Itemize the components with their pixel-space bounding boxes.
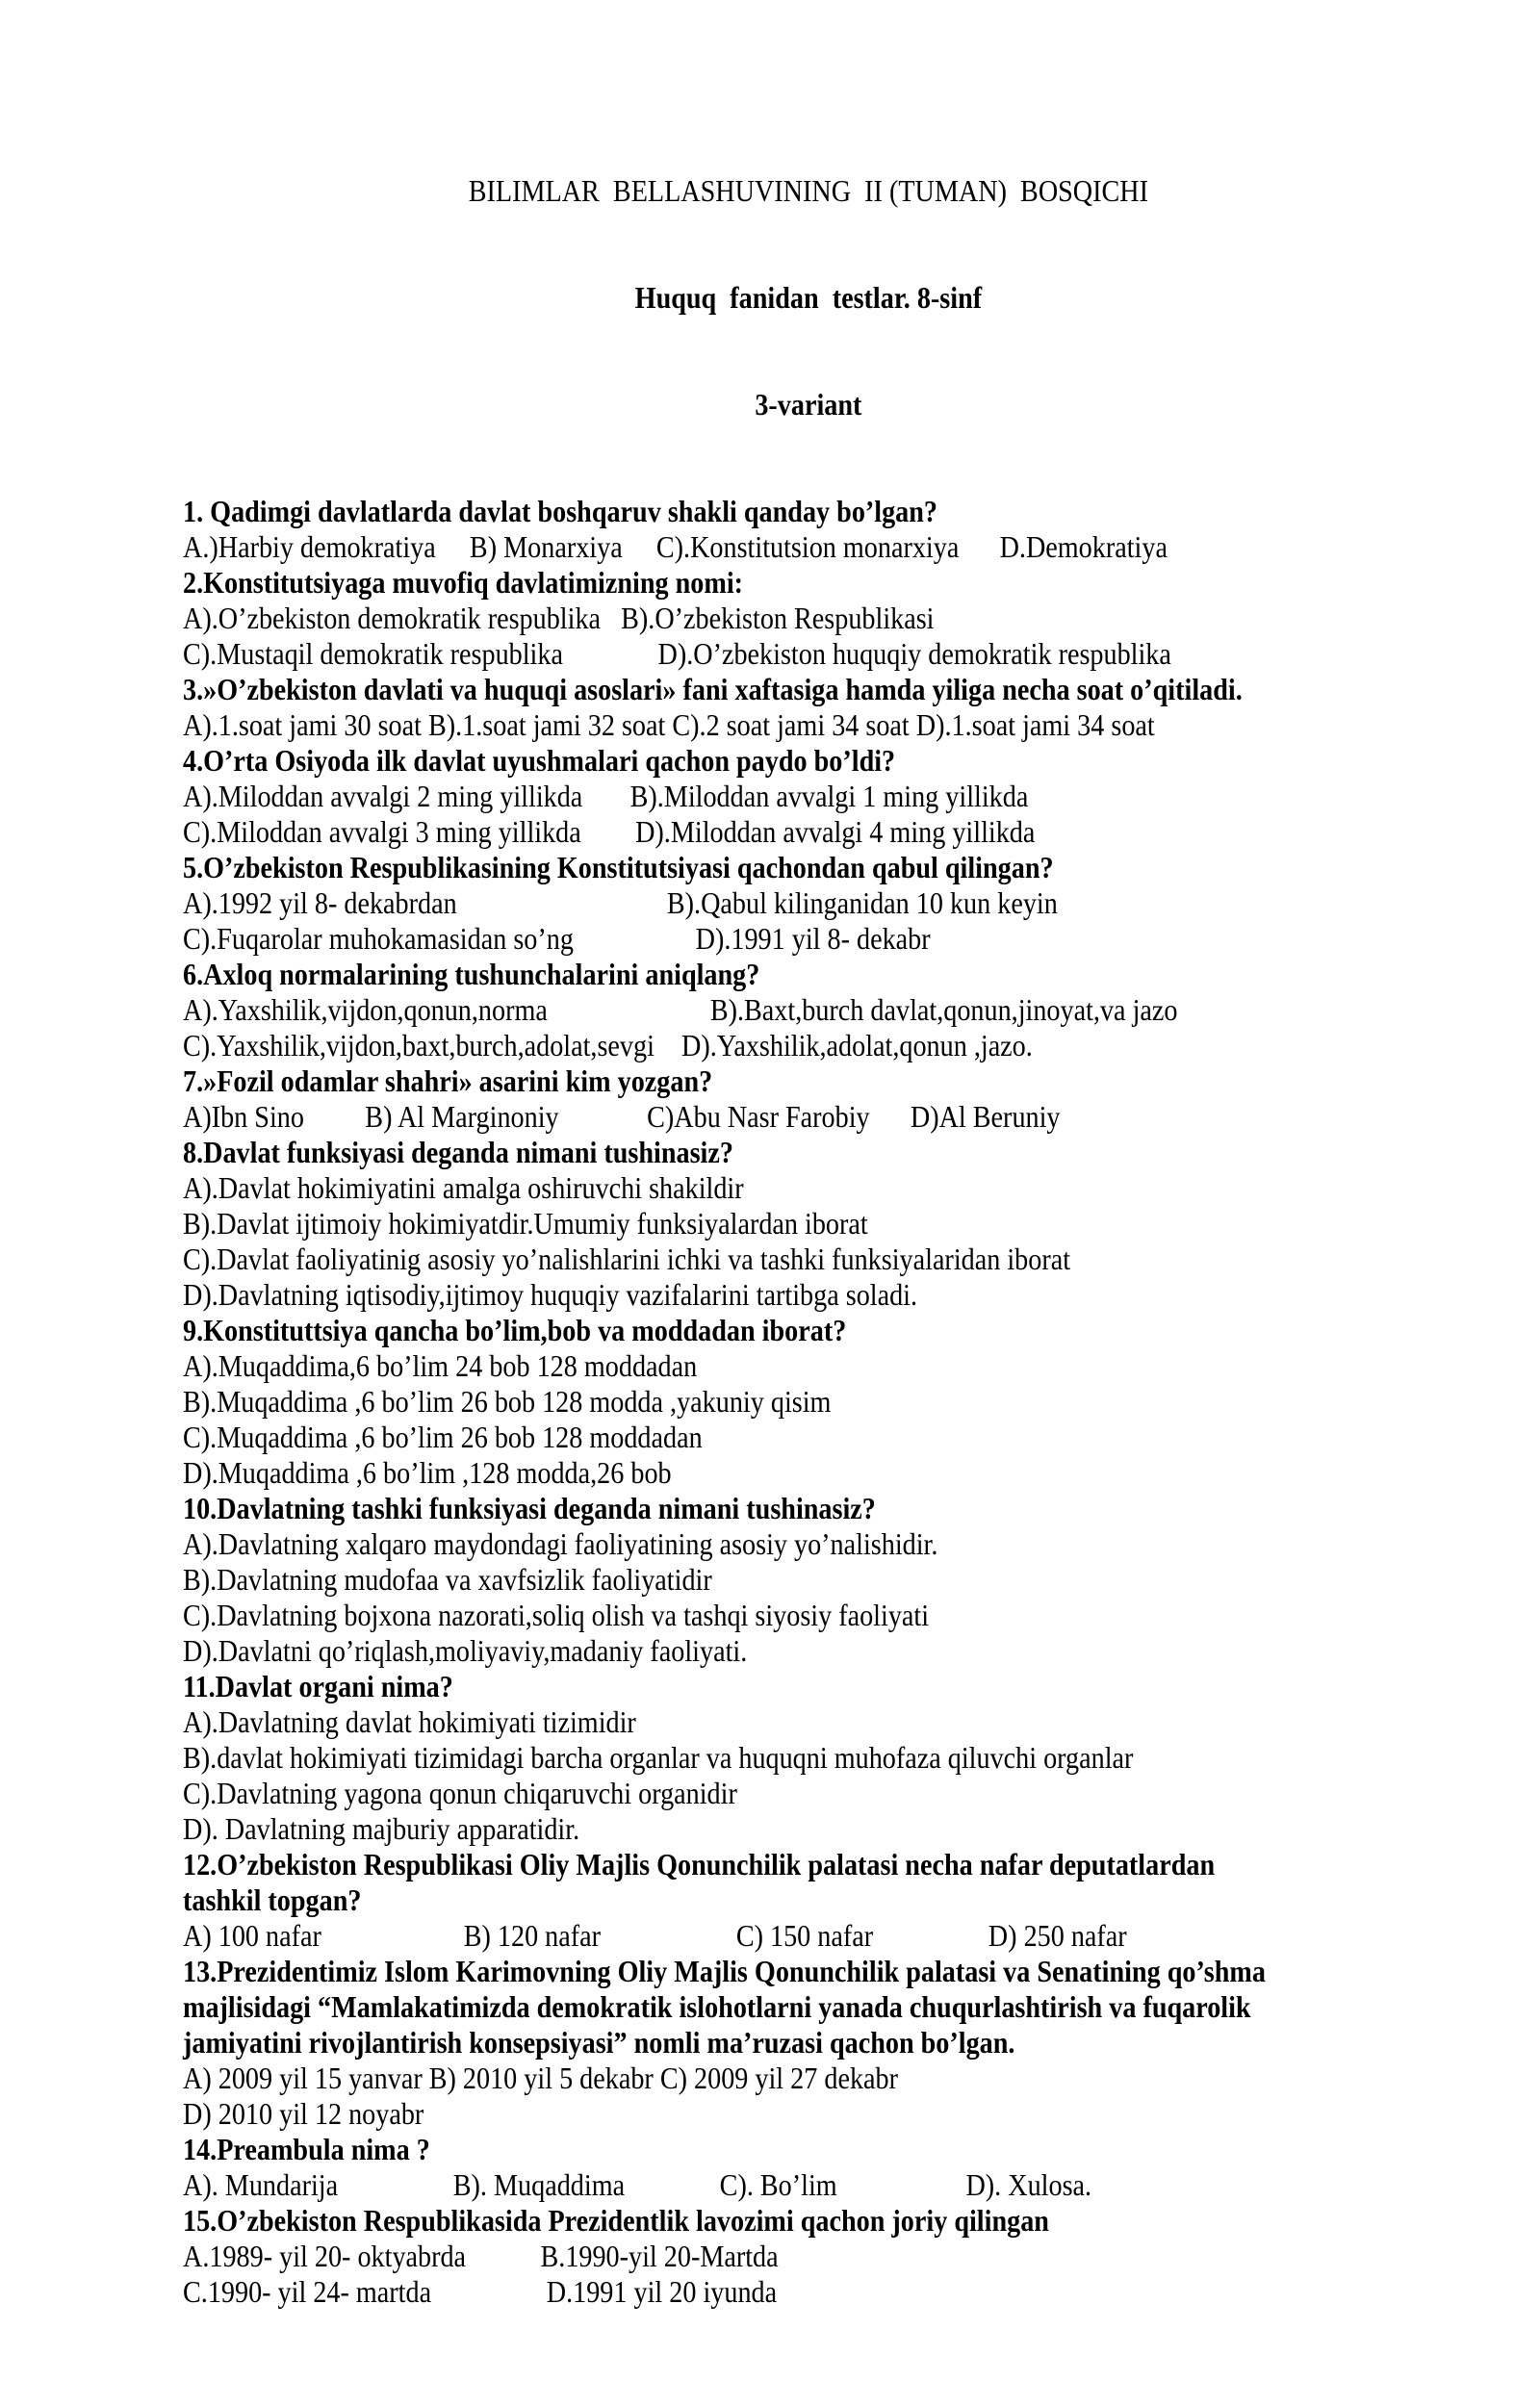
question-line: tashkil topgan? — [183, 1882, 362, 1917]
answer-options-line: C).Fuqarolar muhokamasidan so’ng D).1991 yil 8- dekabr — [183, 921, 931, 956]
question-line: 4.O’rta Osiyoda ilk davlat uyushmalari qachon paydo bo’ldi? — [183, 743, 896, 778]
answer-options-line: A) 100 nafar B) 120 nafar C) 150 nafar D) 250 nafar — [183, 1918, 1127, 1953]
answer-options-line: B).Muqaddima ,6 bo’lim 26 bob 128 modda ,yakuniy qisim — [183, 1384, 832, 1419]
answer-options-line: A).Miloddan avvalgi 2 ming yillikda B).Miloddan avvalgi 1 ming yillikda — [183, 779, 1029, 813]
question-line: 13.Prezidentimiz Islom Karimovning Oliy Majlis Qonunchilik palatasi va Senatining qo’shma — [183, 1954, 1266, 1988]
question-line: jamiyatini rivojlantirish konsepsiyasi” nomli ma’ruzasi qachon bo’lgan. — [183, 2025, 1015, 2060]
answer-options-line: C).Muqaddima ,6 bo’lim 26 bob 128 moddadan — [183, 1420, 703, 1454]
answer-options-line: C).Davlatning bojxona nazorati,soliq olish va tashqi siyosiy faoliyati — [183, 1598, 930, 1632]
question-line: 9.Konstituttsiya qancha bo’lim,bob va moddadan iborat? — [183, 1313, 847, 1347]
answer-options-line: C.1990- yil 24- martda D.1991 yil 20 iyunda — [183, 2274, 778, 2309]
document-title: BILIMLAR BELLASHUVINING II (TUMAN) BOSQICHI — [468, 173, 1149, 208]
answer-options-line: C).Davlat faoliyatinig asosiy yo’nalishlarini ichki va tashki funksiyalaridan iborat — [183, 1242, 1071, 1276]
answer-options-line: C).Miloddan avvalgi 3 ming yillikda D).Miloddan avvalgi 4 ming yillikda — [183, 814, 1036, 849]
question-line: 12.O’zbekiston Respublikasi Oliy Majlis Qonunchilik palatasi necha nafar deputatlardan — [183, 1847, 1216, 1882]
question-line: 5.O’zbekiston Respublikasining Konstitutsiyasi qachondan qabul qilingan? — [183, 850, 1054, 884]
answer-options-line: C).Davlatning yagona qonun chiqaruvchi organidir — [183, 1776, 737, 1810]
document-variant: 3-variant — [755, 387, 862, 422]
question-line: 10.Davlatning tashki funksiyasi deganda nimani tushinasiz? — [183, 1491, 876, 1525]
answer-options-line: D) 2010 yil 12 noyabr — [183, 2096, 424, 2131]
question-line: 11.Davlat organi nima? — [183, 1669, 453, 1703]
question-line: 15.O’zbekiston Respublikasida Prezidentlik lavozimi qachon joriy qilingan — [183, 2203, 1049, 2238]
question-line: 7.»Fozil odamlar shahri» asarini kim yozgan? — [183, 1063, 713, 1098]
question-line: 6.Axloq normalarining tushunchalarini aniqlang? — [183, 957, 760, 991]
answer-options-line: A.)Harbiy demokratiya B) Monarxiya C).Konstitutsion monarxiya D.Demokratiya — [183, 529, 1168, 564]
answer-options-line: A).Davlat hokimiyatini amalga oshiruvchi shakildir — [183, 1170, 744, 1205]
answer-options-line: D).Muqaddima ,6 bo’lim ,128 modda,26 bob — [183, 1455, 672, 1490]
answer-options-line: B).Davlat ijtimoiy hokimiyatdir.Umumiy funksiyalardan iborat — [183, 1206, 868, 1241]
answer-options-line: C).Mustaqil demokratik respublika D).O’zbekiston huquqiy demokratik respublika — [183, 636, 1171, 671]
question-line: majlisidagi “Mamlakatimizda demokratik islohotlarni yanada chuqurlashtirish va fuqarolik — [183, 1989, 1251, 2024]
document-subject: Huquq fanidan testlar. 8-sinf — [634, 280, 983, 315]
answer-options-line: D).Davlatni qo’riqlash,moliyaviy,madaniy faoliyati. — [183, 1633, 748, 1668]
question-line: 3.»O’zbekiston davlati va huquqi asoslari» fani xaftasiga hamda yiliga necha soat o’qitiladi. — [183, 672, 1243, 706]
answer-options-line: A).Davlatning davlat hokimiyati tizimidir — [183, 1704, 636, 1739]
answer-options-line: A).1992 yil 8- dekabrdan B).Qabul kilinganidan 10 kun keyin — [183, 885, 1058, 920]
answer-options-line: B).Davlatning mudofaa va xavfsizlik faoliyatidir — [183, 1562, 712, 1597]
answer-options-line: A).O’zbekiston demokratik respublika B).O’zbekiston Respublikasi — [183, 601, 935, 635]
answer-options-line: A). Mundarija B). Muqaddima C). Bo’lim D). Xulosa. — [183, 2167, 1092, 2202]
answer-options-line: D).Davlatning iqtisodiy,ijtimoy huquqiy vazifalarini tartibga soladi. — [183, 1277, 918, 1312]
answer-options-line: D). Davlatning majburiy apparatidir. — [183, 1811, 580, 1846]
answer-options-line: A).Muqaddima,6 bo’lim 24 bob 128 moddadan — [183, 1348, 698, 1383]
answer-options-line: A) 2009 yil 15 yanvar B) 2010 yil 5 dekabr C) 2009 yil 27 dekabr — [183, 2061, 898, 2095]
document-body — [183, 494, 1434, 2310]
answer-options-line: A)Ibn Sino B) Al Marginoniy C)Abu Nasr Farobiy D)Al Beruniy — [183, 1099, 1061, 1134]
question-line: 1. Qadimgi davlatlarda davlat boshqaruv shakli qanday bo’lgan? — [183, 494, 937, 528]
question-line: 8.Davlat funksiyasi deganda nimani tushinasiz? — [183, 1135, 733, 1169]
test-document — [183, 102, 1434, 2381]
question-line: 2.Konstitutsiyaga muvofiq davlatimizning nomi: — [183, 565, 744, 600]
question-line: 14.Preambula nima ? — [183, 2132, 430, 2166]
answer-options-line: A).Davlatning xalqaro maydondagi faoliyatining asosiy yo’nalishidir. — [183, 1526, 938, 1561]
answer-options-line: A).Yaxshilik,vijdon,qonun,norma B).Baxt,burch davlat,qonun,jinoyat,va jazo — [183, 992, 1178, 1027]
answer-options-line: C).Yaxshilik,vijdon,baxt,burch,adolat,sevgi D).Yaxshilik,adolat,qonun ,jazo. — [183, 1028, 1033, 1062]
answer-options-line: B).davlat hokimiyati tizimidagi barcha organlar va huquqni muhofaza qiluvchi organlar — [183, 1740, 1134, 1775]
answer-options-line: A.1989- yil 20- oktyabrda B.1990-yil 20-Martda — [183, 2239, 779, 2273]
answer-options-line: A).1.soat jami 30 soat B).1.soat jami 32 soat C).2 soat jami 34 soat D).1.soat jami 34 soat — [183, 707, 1155, 742]
